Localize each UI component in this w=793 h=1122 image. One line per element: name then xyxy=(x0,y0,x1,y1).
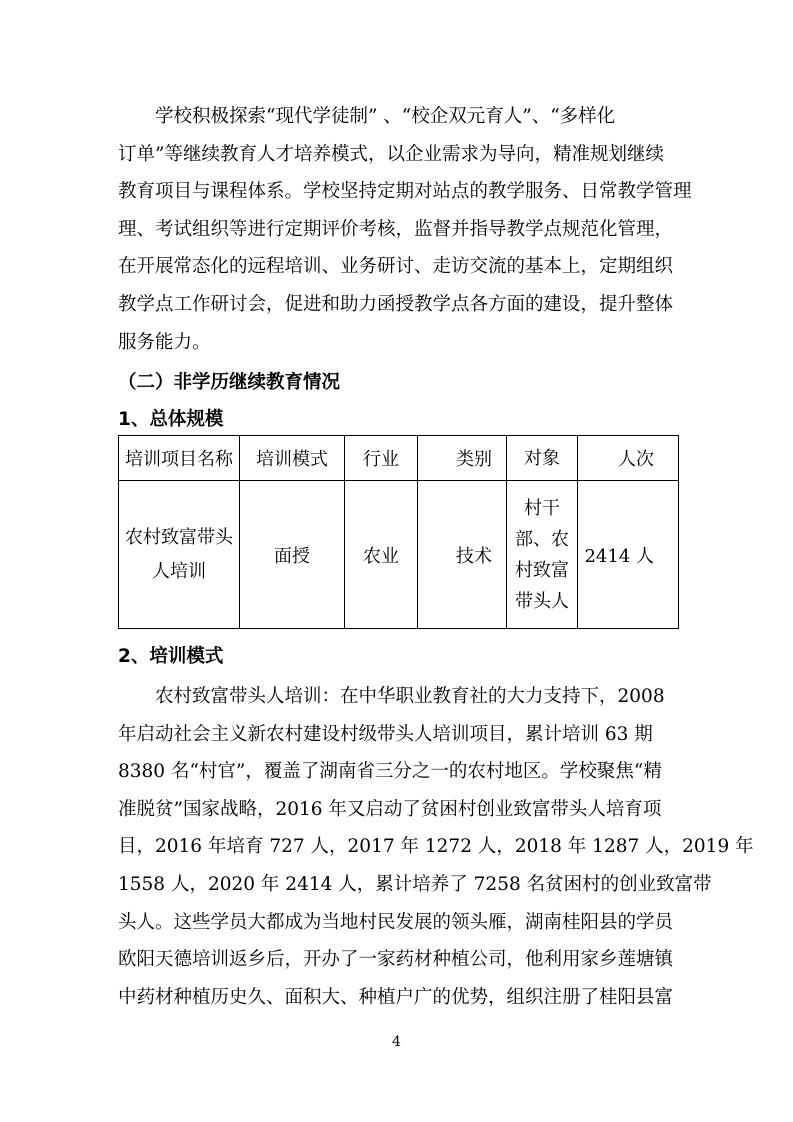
page-number: 4 xyxy=(392,1034,401,1050)
paragraph-line: 目，2016 年培育 727 人，2017 年 1272 人，2018 年 1287 人，2019 年 xyxy=(118,836,754,858)
paragraph-line: 年启动社会主义新农村建设村级带头人培训项目，累计培训 63 期 xyxy=(118,723,653,745)
cell-count: 2414 人 xyxy=(578,481,679,629)
cell-target: 村干部、农村致富带头人 xyxy=(507,481,578,629)
column-header: 培训模式 xyxy=(240,436,345,481)
body-paragraph xyxy=(118,678,754,1016)
column-header: 行业 xyxy=(345,436,418,481)
paragraph-line: 教学点工作研讨会，促进和助力函授教学点各方面的建设，提升整体 xyxy=(118,293,674,315)
paragraph-line: 学校积极探索“现代学徒制” 、“校企双元育人”、“多样化 xyxy=(155,106,616,127)
table-row xyxy=(119,481,679,629)
paragraph-line: 服务能力。 xyxy=(118,331,211,353)
intro-paragraph xyxy=(118,98,692,361)
paragraph-line: 中药材种植历史久、面积大、种植户广的优势，组织注册了桂阳县富 xyxy=(118,986,674,1008)
column-header: 对象 xyxy=(507,436,578,481)
table-header-row xyxy=(119,436,679,481)
paragraph-line: 1558 人，2020 年 2414 人，累计培养了 7258 名贫困村的创业致富带 xyxy=(118,873,712,895)
paragraph-line: 农村致富带头人培训：在中华职业教育社的大力支持下，2008 xyxy=(155,686,665,707)
subheading-scale: 1、总体规模 xyxy=(118,409,224,430)
cell-mode: 面授 xyxy=(240,481,345,629)
cell-project-name: 农村致富带头人培训 xyxy=(119,481,240,629)
cell-industry: 农业 xyxy=(345,481,418,629)
paragraph-line: 8380 名“村官”，覆盖了湖南省三分之一的农村地区。学校聚焦“精 xyxy=(118,761,662,783)
column-header: 类别 xyxy=(418,436,507,481)
column-header: 人次 xyxy=(578,436,679,481)
cell-category: 技术 xyxy=(418,481,507,629)
column-header: 培训项目名称 xyxy=(119,436,240,481)
paragraph-line: 理、考试组织等进行定期评价考核，监督并指导教学点规范化管理， xyxy=(118,218,674,240)
paragraph-line: 准脱贫”国家战略，2016 年又启动了贫困村创业致富带头人培育项 xyxy=(118,798,662,820)
paragraph-line: 头人。这些学员大都成为当地村民发展的领头雁，湖南桂阳县的学员 xyxy=(118,911,674,933)
section-heading: （二）非学历继续教育情况 xyxy=(118,372,341,393)
paragraph-line: 订单”等继续教育人才培养模式，以企业需求为导向，精准规划继续 xyxy=(118,143,664,165)
training-scale-table xyxy=(118,435,679,629)
paragraph-line: 在开展常态化的远程培训、业务研讨、走访交流的基本上，定期组织 xyxy=(118,256,674,278)
paragraph-line: 欧阳天德培训返乡后，开办了一家药材种植公司，他利用家乡莲塘镇 xyxy=(118,949,674,971)
paragraph-line: 教育项目与课程体系。学校坚持定期对站点的教学服务、日常教学管理 xyxy=(118,181,692,203)
subheading-mode: 2、培训模式 xyxy=(118,646,224,667)
